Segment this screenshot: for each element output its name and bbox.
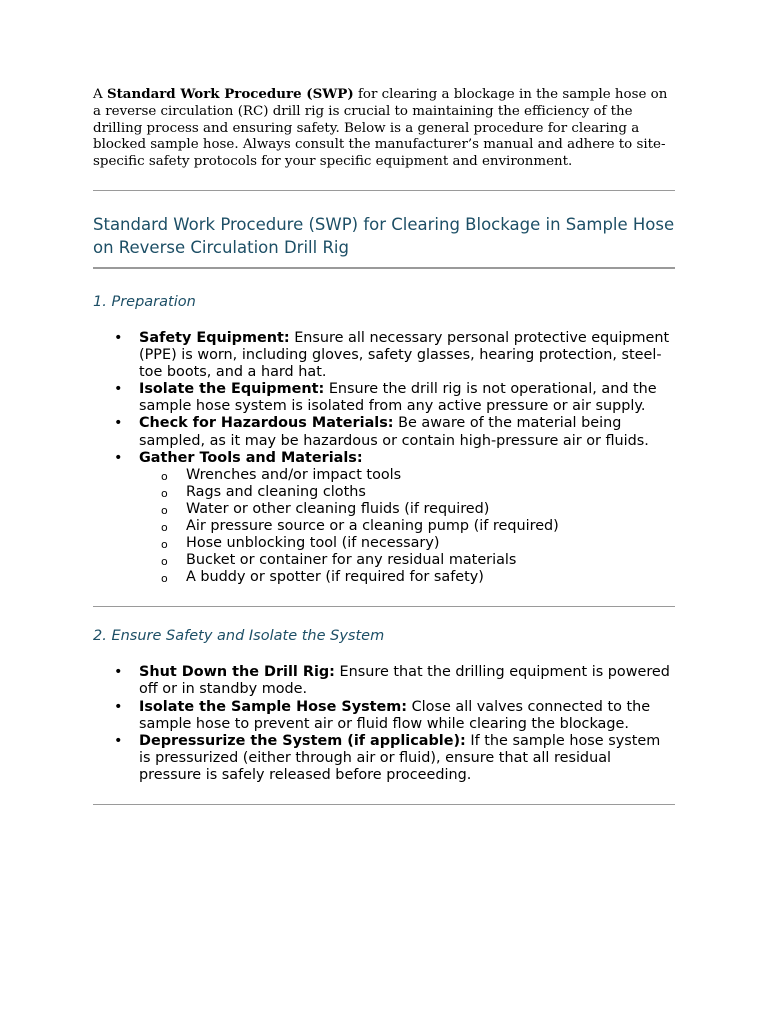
intro-prefix: A [93, 87, 107, 102]
item-label: Shut Down the Drill Rig: [139, 664, 335, 681]
item-text: Close all valves connected to the sample hose to prevent air or fluid flow while clearing the blockage. [139, 698, 651, 732]
list-item [93, 330, 675, 381]
document-page [93, 86, 675, 805]
sub-list-item: o Water or other cleaning fluids (if required) [139, 501, 675, 518]
item-label: Check for Hazardous Materials: [139, 415, 394, 432]
item-text: Ensure that the drilling equipment is powered off or in standby mode. [139, 664, 670, 698]
item-text: If the sample hose system is pressurized (either through air or fluid), ensure that all residual pressure is safely released before proceeding. [139, 732, 661, 783]
list-item [93, 733, 675, 784]
item-label: Safety Equipment: [139, 329, 290, 346]
intro-bold-term: Standard Work Procedure (SWP) [106, 86, 354, 102]
item-text: Be aware of the material being sampled, as it may be hazardous or contain high-pressure air or fluids. [139, 415, 649, 449]
preparation-list [93, 330, 675, 586]
intro-paragraph [93, 86, 675, 171]
list-item [93, 381, 675, 415]
sub-list-item: o Bucket or container for any residual materials [139, 552, 675, 569]
divider-1 [93, 190, 675, 191]
divider-3 [93, 804, 675, 805]
intro-text: for clearing a blockage in the sample hose on a reverse circulation (RC) drill rig is crucial to maintaining the efficiency of the drilling process and ensuring safety. Below is a general procedure for clearing a blocked sample hose. Always consult the manufacturer’s manual and adhere to site-specific safety protocols for your specific equipment and environment. [93, 87, 668, 170]
list-item [93, 415, 675, 449]
section-heading-preparation: 1. Preparation [93, 293, 196, 310]
section-heading-isolate: 2. Ensure Safety and Isolate the System [93, 628, 385, 645]
list-item [93, 699, 675, 733]
divider-2 [93, 606, 675, 607]
list-item [93, 664, 675, 698]
item-label: Isolate the Sample Hose System: [139, 698, 408, 715]
tools-sublist [139, 467, 675, 587]
sub-list-item: o A buddy or spotter (if required for safety) [139, 569, 675, 586]
list-item [93, 450, 675, 587]
document-title: Standard Work Procedure (SWP) for Clearing Blockage in Sample Hose on Reverse Circulation Drill Rig [93, 214, 675, 257]
item-text: Ensure all necessary personal protective equipment (PPE) is worn, including gloves, safety glasses, hearing protection, steel-toe boots, and a hard hat. [139, 329, 670, 381]
sub-list-item: o Hose unblocking tool (if necessary) [139, 535, 675, 552]
item-label: Gather Tools and Materials: [139, 449, 363, 466]
item-text: Ensure the drill rig is not operational, and the sample hose system is isolated from any active pressure or air supply. [139, 381, 657, 415]
sub-list-item: o Wrenches and/or impact tools [139, 467, 675, 484]
item-label: Depressurize the System (if applicable): [139, 732, 466, 749]
sub-list-item: o Air pressure source or a cleaning pump (if required) [139, 518, 675, 535]
title-underline [93, 267, 675, 269]
sub-list-item: o Rags and cleaning cloths [139, 484, 675, 501]
item-label: Isolate the Equipment: [139, 381, 325, 398]
isolate-list [93, 664, 675, 784]
